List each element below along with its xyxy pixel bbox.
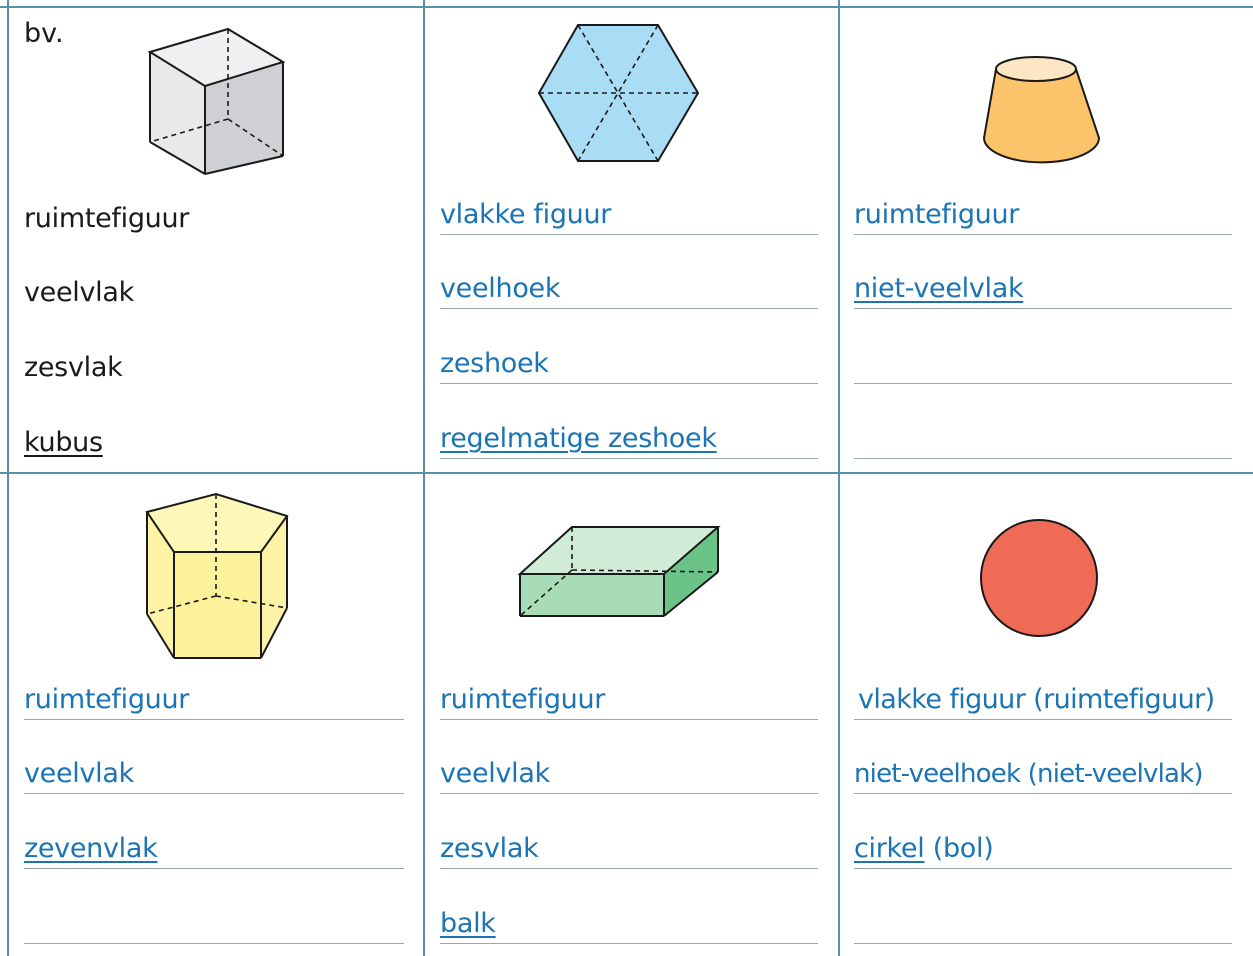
cell2-answer-line-3[interactable] [440,343,818,384]
cell1-text-1: ruimtefiguur [24,203,190,234]
cell5-text-2: veelvlak [440,758,550,789]
cell6-text-2: niet-veelhoek (niet-veelvlak) [854,759,1203,789]
cell2-text-2: veelhoek [440,273,561,304]
cell6-answer-line-1[interactable] [854,679,1232,720]
cell5-text-3: zesvlak [440,833,539,864]
cell5-answer-line-1[interactable] [440,679,818,720]
cell1-text-3: zesvlak [24,352,123,383]
cell3-answer-line-3[interactable] [854,343,1232,384]
cube-icon [140,24,290,176]
hexagon-icon [537,22,701,164]
cell4-text-3: zevenvlak [24,833,158,864]
cell6-answer-line-4[interactable] [854,903,1232,944]
cell6-answer-line-3[interactable] [854,828,1232,869]
cell1-text-4: kubus [24,427,103,458]
frustum-icon [968,54,1104,166]
grid-line [0,472,1253,474]
cell2-answer-line-1[interactable] [440,194,818,235]
cell6-text-3-wrap [854,834,993,864]
cell4-answer-line-2[interactable] [24,753,404,794]
circle-icon [976,518,1102,638]
cell3-answer-line-1[interactable] [854,194,1232,235]
cell1-line-1 [24,198,404,238]
cell3-text-1: ruimtefiguur [854,199,1020,230]
cell4-answer-line-4[interactable] [24,903,404,944]
cell5-answer-line-2[interactable] [440,753,818,794]
example-label: bv. [24,18,64,49]
cell1-line-3 [24,347,404,387]
cell6-text-1: vlakke figuur (ruimtefiguur) [858,684,1215,715]
cell1-line-4 [24,422,404,462]
cell4-text-2: veelvlak [24,758,134,789]
cell1-text-2: veelvlak [24,277,134,308]
cell5-text-1: ruimtefiguur [440,684,606,715]
cell2-text-1: vlakke figuur [440,199,612,230]
cell6-text-3-suffix: (bol) [924,833,994,864]
cell2-text-3: zeshoek [440,348,549,379]
cell4-text-1: ruimtefiguur [24,684,190,715]
cell6-text-3: cirkel [854,833,925,864]
cell1-line-2 [24,272,404,312]
grid-line [7,0,9,956]
cell5-answer-line-4[interactable] [440,903,818,944]
cell3-answer-line-4[interactable] [854,418,1232,459]
grid-line [423,0,425,956]
rectangular-box-icon [516,522,722,620]
cell5-answer-line-3[interactable] [440,828,818,869]
cell4-answer-line-1[interactable] [24,679,404,720]
cell3-answer-line-2[interactable] [854,268,1232,309]
cell5-text-4: balk [440,908,496,939]
cell6-answer-line-2[interactable] [854,753,1232,794]
cell4-answer-line-3[interactable] [24,828,404,869]
cell3-text-2: niet-veelvlak [854,273,1024,304]
grid-line [0,6,1253,8]
cell2-text-4: regelmatige zeshoek [440,423,717,454]
pentagonal-prism-icon [140,488,290,662]
cell2-answer-line-2[interactable] [440,268,818,309]
grid-line [838,0,840,956]
cell2-answer-line-4[interactable] [440,418,818,459]
